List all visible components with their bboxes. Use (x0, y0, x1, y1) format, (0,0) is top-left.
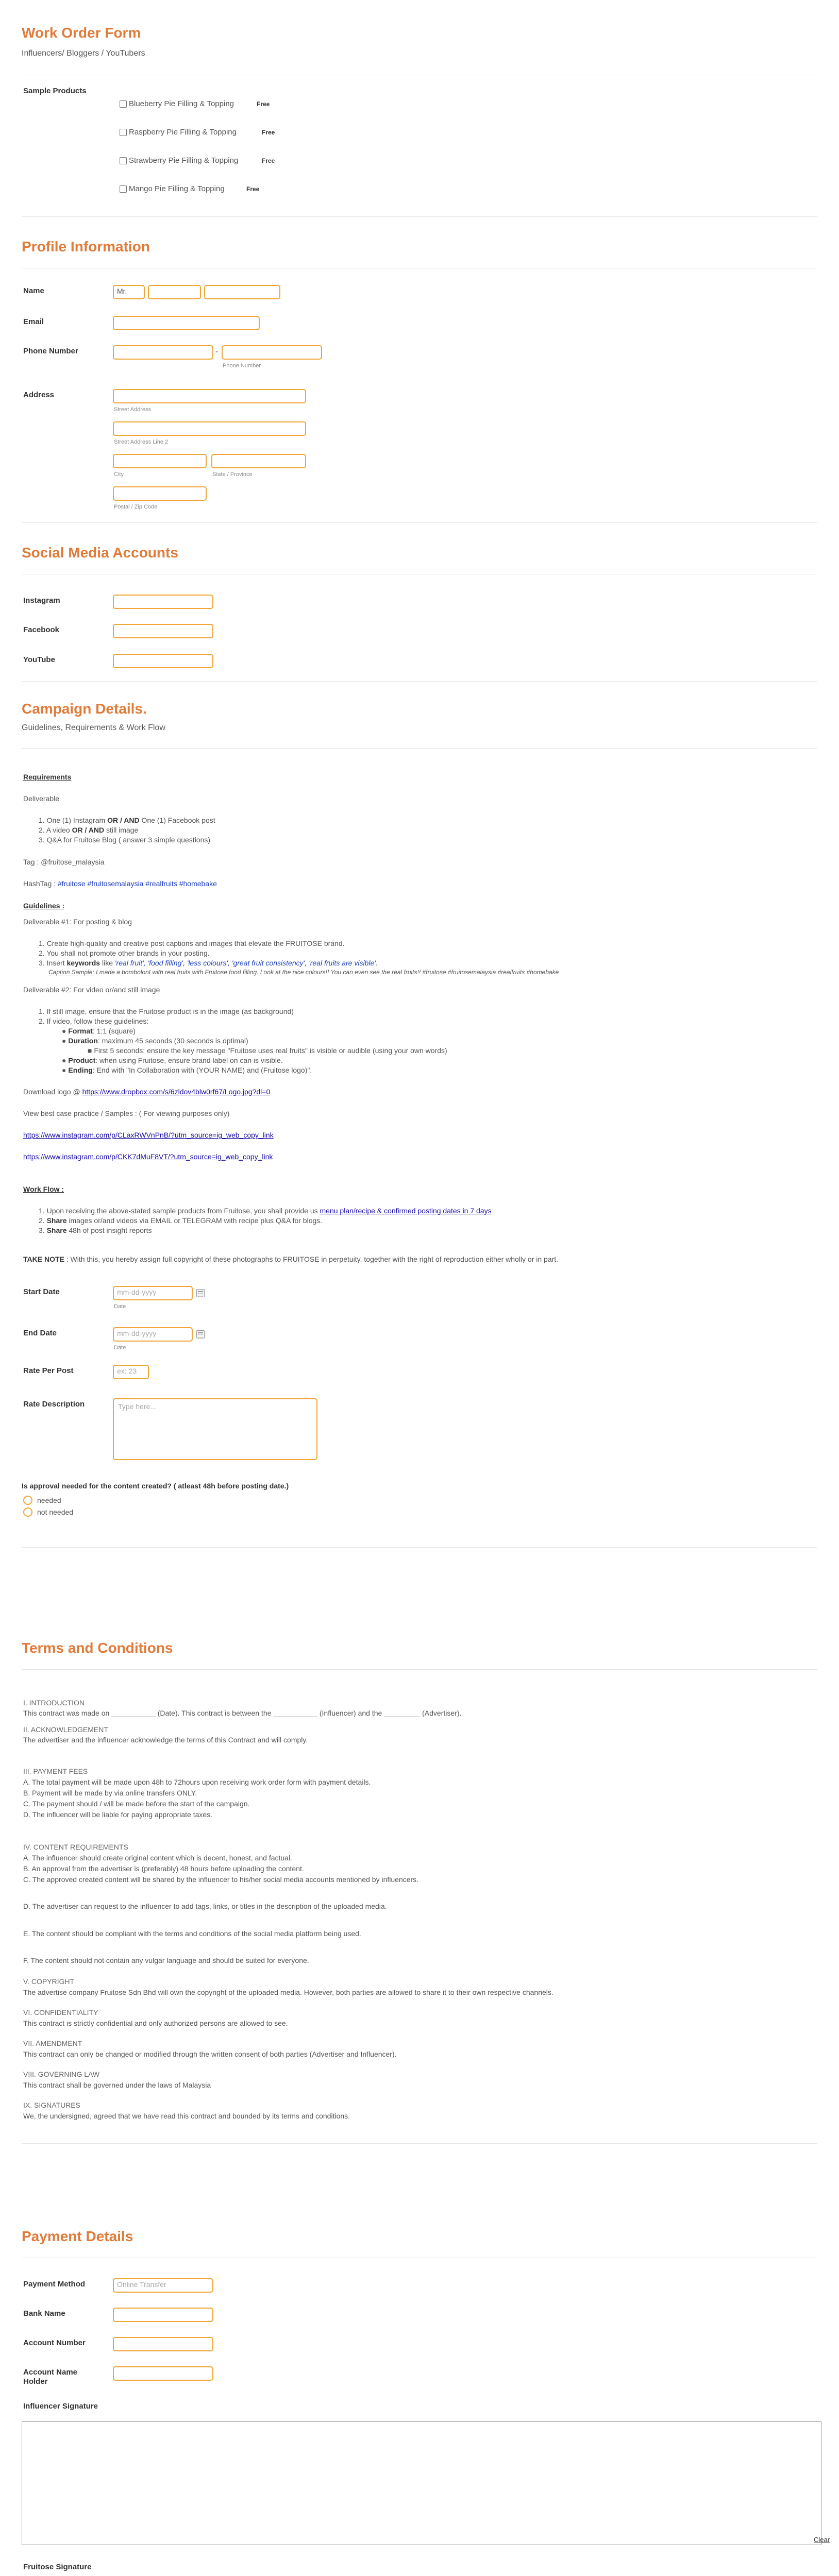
terms-heading: VII. AMENDMENT (23, 2039, 82, 2047)
account-holder-label-line-2: Holder (23, 2377, 48, 2386)
terms-divider (22, 1669, 817, 1670)
influencer-signature-pad[interactable] (22, 2421, 821, 2545)
phone-dash: - (215, 347, 218, 356)
payment-method-input[interactable]: Online Transfer (113, 2278, 213, 2293)
terms-text: D. The influencer will be liable for paying appropriate taxes. (23, 1810, 213, 1819)
terms-heading: I. INTRODUCTION (23, 1699, 85, 1707)
best-case-line: View best case practice / Samples : ( For viewing purposes only) (23, 1109, 230, 1117)
city-input[interactable] (113, 454, 207, 468)
hashtag-line: HashTag : #fruitose #fruitosemalaysia #realfruits #homebake (23, 879, 217, 888)
samples-divider (22, 216, 817, 217)
campaign-subtitle: Guidelines, Requirements & Work Flow (22, 723, 165, 732)
start-date-label: Start Date (23, 1287, 60, 1296)
d2-sub-format: ● Format: 1:1 (square) (62, 1027, 136, 1035)
option-mango-tag: Free (246, 185, 260, 193)
facebook-label: Facebook (23, 625, 60, 634)
deliverable-item-3: 3. Q&A for Fruitose Blog ( answer 3 simple questions) (39, 836, 211, 844)
first-name-input[interactable] (148, 285, 201, 299)
fruitose-signature-label: Fruitose Signature (23, 2563, 92, 2571)
end-date-input[interactable]: mm-dd-yyyy (113, 1327, 193, 1342)
facebook-input[interactable] (113, 624, 213, 638)
instagram-label: Instagram (23, 596, 60, 605)
terms-heading: IV. CONTENT REQUIREMENTS (23, 1843, 128, 1851)
workflow-heading: Work Flow : (23, 1185, 64, 1193)
d2-item-2: 2. If video, follow these guidelines: (39, 1017, 149, 1025)
email-input[interactable] (113, 316, 260, 330)
caption-sample: Caption Sample: I made a bombolonI with real fruits with Fruitose food filling. Look at the nice colours!! You can even see the real fruits!! #fruitose #fruitosemalaysia #realfruits #homebake (48, 969, 559, 976)
option-raspberry-tag: Free (262, 129, 275, 136)
terms-text: C. The approved created content will be shared by the influencer to his/her social media accounts mentioned by influencers. (23, 1875, 419, 1884)
calendar-icon[interactable] (196, 1330, 205, 1338)
rate-per-post-label: Rate Per Post (23, 1366, 74, 1375)
city-sublabel: City (114, 471, 124, 478)
sample-link-1[interactable]: https://www.instagram.com/p/CLaxRWVnPnB/?utm_source=ig_web_copy_link (23, 1131, 274, 1139)
payment-section-title: Payment Details (22, 2228, 133, 2244)
tag-line: Tag : @fruitose_malaysia (23, 858, 105, 866)
terms-text: This contract is strictly confidential and only authorized persons are allowed to see. (23, 2019, 288, 2027)
campaign-section-title: Campaign Details. (22, 701, 147, 717)
social-end-divider (22, 681, 817, 682)
name-label: Name (23, 286, 44, 295)
option-strawberry-label: Strawberry Pie Filling & Topping (129, 156, 239, 165)
guidelines-heading: Guidelines : (23, 902, 65, 910)
terms-heading: III. PAYMENT FEES (23, 1767, 88, 1775)
state-sublabel: State / Province (212, 471, 253, 478)
terms-text: C. The payment should / will be made before the start of the campaign. (23, 1800, 250, 1808)
option-blueberry-label: Blueberry Pie Filling & Topping (129, 99, 234, 108)
d1-item-3: 3. Insert keywords like 'real fruit', 'food filling', 'less colours', 'great fruit consistency', 'real fruits are visible'. (39, 959, 378, 967)
youtube-input[interactable] (113, 654, 213, 668)
option-blueberry-tag: Free (257, 100, 270, 108)
terms-text: A. The total payment will be made upon 48h to 72hours upon receiving work order form with payment details. (23, 1778, 371, 1786)
terms-text: The advertiser and the influencer acknowledge the terms of this Contract and will comply. (23, 1736, 308, 1744)
radio-needed-label: needed (37, 1496, 61, 1504)
d2-sub-product: ● Product: when using Fruitose, ensure brand label on can is visible. (62, 1056, 283, 1064)
deliverable-item-1: 1. One (1) Instagram OR / AND One (1) Facebook post (39, 816, 215, 824)
terms-text: E. The content should be compliant with the terms and conditions of the social media platform being used. (23, 1929, 361, 1938)
terms-text: A. The influencer should create original content which is decent, honest, and factual. (23, 1854, 292, 1862)
rate-description-label: Rate Description (23, 1400, 85, 1409)
terms-text: This contract was made on ___________ (Date). This contract is between the ___________ (Influencer) and the _________ (Advertiser). (23, 1709, 462, 1717)
end-date-sublabel: Date (114, 1345, 126, 1351)
account-holder-label-line-1: Account Name (23, 2368, 78, 2377)
approval-question: Is approval needed for the content created? ( atleast 48h before posting date.) (22, 1482, 289, 1490)
instagram-input[interactable] (113, 595, 213, 609)
take-note-line: TAKE NOTE : With this, you hereby assign full copyright of these photographs to FRUITOSE in perpetuity, together with the right of reproduction either wholly or in part. (23, 1255, 559, 1263)
terms-heading: VIII. GOVERNING LAW (23, 2070, 100, 2078)
terms-section-title: Terms and Conditions (22, 1640, 173, 1656)
street-address-sublabel: Street Address (114, 406, 152, 413)
terms-end-divider (22, 2143, 817, 2144)
postal-code-sublabel: Postal / Zip Code (114, 504, 158, 510)
form-title: Work Order Form (22, 25, 141, 41)
terms-text: We, the undersigned, agreed that we have read this contract and bounded by its terms and conditions. (23, 2112, 350, 2120)
account-number-label: Account Number (23, 2338, 86, 2347)
terms-text: F. The content should not contain any vulgar language and should be suited for everyone. (23, 1956, 309, 1964)
d2-item-1: 1. If still image, ensure that the Fruitose product is in the image (as background) (39, 1007, 294, 1015)
deliverable-2-heading: Deliverable #2: For video or/and still image (23, 986, 160, 994)
phone-sublabel: Phone Number (223, 363, 261, 369)
workflow-item-1: 1. Upon receiving the above-stated sample products from Fruitose, you shall provide us menu plan/recipe & confirmed posting dates in 7 days (39, 1207, 492, 1215)
address-label: Address (23, 391, 55, 399)
d1-item-1: 1. Create high-quality and creative post captions and images that elevate the FRUITOSE brand. (39, 939, 345, 947)
postal-code-input[interactable] (113, 486, 207, 501)
campaign-divider (22, 748, 817, 749)
street-address-2-sublabel: Street Address Line 2 (114, 439, 169, 445)
option-strawberry-tag: Free (262, 157, 275, 164)
last-name-input[interactable] (204, 285, 280, 299)
download-logo-line: Download logo @ https://www.dropbox.com/s/6zldov4blw0rf67/Logo.jpg?dl=0 (23, 1088, 271, 1096)
campaign-end-divider (22, 1547, 817, 1548)
start-date-sublabel: Date (114, 1303, 126, 1310)
terms-heading: IX. SIGNATURES (23, 2101, 80, 2109)
name-prefix-input[interactable]: Mr. (113, 285, 145, 299)
radio-needed[interactable] (23, 1496, 32, 1505)
d2-sub-ending: ● Ending: End with "In Collaboration with (YOUR NAME) and (Fruitose logo)". (62, 1066, 312, 1074)
end-date-label: End Date (23, 1329, 57, 1337)
terms-heading: VI. CONFIDENTIALITY (23, 2008, 98, 2016)
terms-heading: V. COPYRIGHT (23, 1977, 75, 1986)
checkbox-raspberry[interactable] (120, 129, 127, 136)
rate-description-textarea[interactable]: Type here... (113, 1398, 317, 1460)
state-input[interactable] (211, 454, 306, 468)
terms-text: This contract can only be changed or modified through the written consent of both parties (Advertiser and Influencer). (23, 2050, 397, 2058)
download-logo-link[interactable]: https://www.dropbox.com/s/6zldov4blw0rf67/Logo.jpg?dl=0 (82, 1088, 271, 1096)
deliverable-item-2: 2. A video OR / AND still image (39, 826, 139, 834)
radio-not-needed-label: not needed (37, 1508, 74, 1516)
checkbox-strawberry[interactable] (120, 157, 127, 164)
form-subtitle: Influencers/ Bloggers / YouTubers (22, 49, 145, 58)
deliverable-heading: Deliverable (23, 794, 60, 803)
sample-products-label: Sample Products (23, 87, 87, 95)
option-mango-label: Mango Pie Filling & Topping (129, 184, 225, 193)
profile-end-divider (22, 522, 817, 523)
street-address-input[interactable] (113, 389, 306, 403)
option-raspberry-label: Raspberry Pie Filling & Topping (129, 128, 237, 137)
bank-name-label: Bank Name (23, 2309, 65, 2318)
street-address-2-input[interactable] (113, 421, 306, 436)
requirements-heading: Requirements (23, 773, 72, 781)
rate-per-post-input[interactable]: ex: 23 (113, 1365, 149, 1379)
sample-link-2[interactable]: https://www.instagram.com/p/CKK7dMuF8VT/?utm_source=ig_web_copy_link (23, 1153, 273, 1161)
d2-sub-duration: ● Duration: maximum 45 seconds (30 seconds is optimal) (62, 1037, 248, 1045)
youtube-label: YouTube (23, 655, 55, 664)
phone-area-code-input[interactable] (113, 345, 213, 360)
menu-plan-link[interactable]: menu plan/recipe & confirmed posting dates in 7 days (320, 1207, 492, 1215)
terms-heading: II. ACKNOWLEDGEMENT (23, 1725, 108, 1734)
influencer-signature-label: Influencer Signature (23, 2402, 98, 2411)
deliverable-1-heading: Deliverable #1: For posting & blog (23, 918, 132, 926)
account-holder-input[interactable] (113, 2366, 213, 2381)
start-date-input[interactable]: mm-dd-yyyy (113, 1286, 193, 1300)
phone-label: Phone Number (23, 347, 78, 355)
d2-subsub-first-5: ■ First 5 seconds: ensure the key message "Fruitose uses real fruits" is visible or audible (using your own words) (88, 1046, 447, 1055)
profile-section-title: Profile Information (22, 239, 150, 255)
account-number-input[interactable] (113, 2337, 213, 2351)
email-label: Email (23, 317, 44, 326)
radio-not-needed[interactable] (23, 1507, 32, 1517)
d1-item-2: 2. You shall not promote other brands in your posting. (39, 949, 210, 957)
terms-text: B. Payment will be made by via online transfers ONLY. (23, 1789, 197, 1797)
bank-name-input[interactable] (113, 2308, 213, 2322)
terms-text: B. An approval from the advertiser is (preferably) 48 hours before uploading the content. (23, 1865, 304, 1873)
terms-text: D. The advertiser can request to the influencer to add tags, links, or titles in the description of the uploaded media. (23, 1902, 387, 1910)
workflow-item-2: 2. Share images or/and videos via EMAIL or TELEGRAM with recipe plus Q&A for blogs. (39, 1216, 323, 1225)
checkbox-blueberry[interactable] (120, 100, 127, 108)
social-section-title: Social Media Accounts (22, 545, 178, 561)
workflow-item-3: 3. Share 48h of post insight reports (39, 1226, 152, 1234)
payment-method-label: Payment Method (23, 2280, 86, 2289)
phone-number-input[interactable] (222, 345, 322, 360)
terms-text: This contract shall be governed under the laws of Malaysia (23, 2081, 211, 2089)
influencer-signature-clear[interactable]: Clear (814, 2536, 830, 2544)
calendar-icon[interactable] (196, 1289, 205, 1297)
terms-text: The advertise company Fruitose Sdn Bhd will own the copyright of the uploaded media. However, both parties are allowed to share it to their own respective channels. (23, 1988, 553, 1996)
checkbox-mango[interactable] (120, 185, 127, 193)
